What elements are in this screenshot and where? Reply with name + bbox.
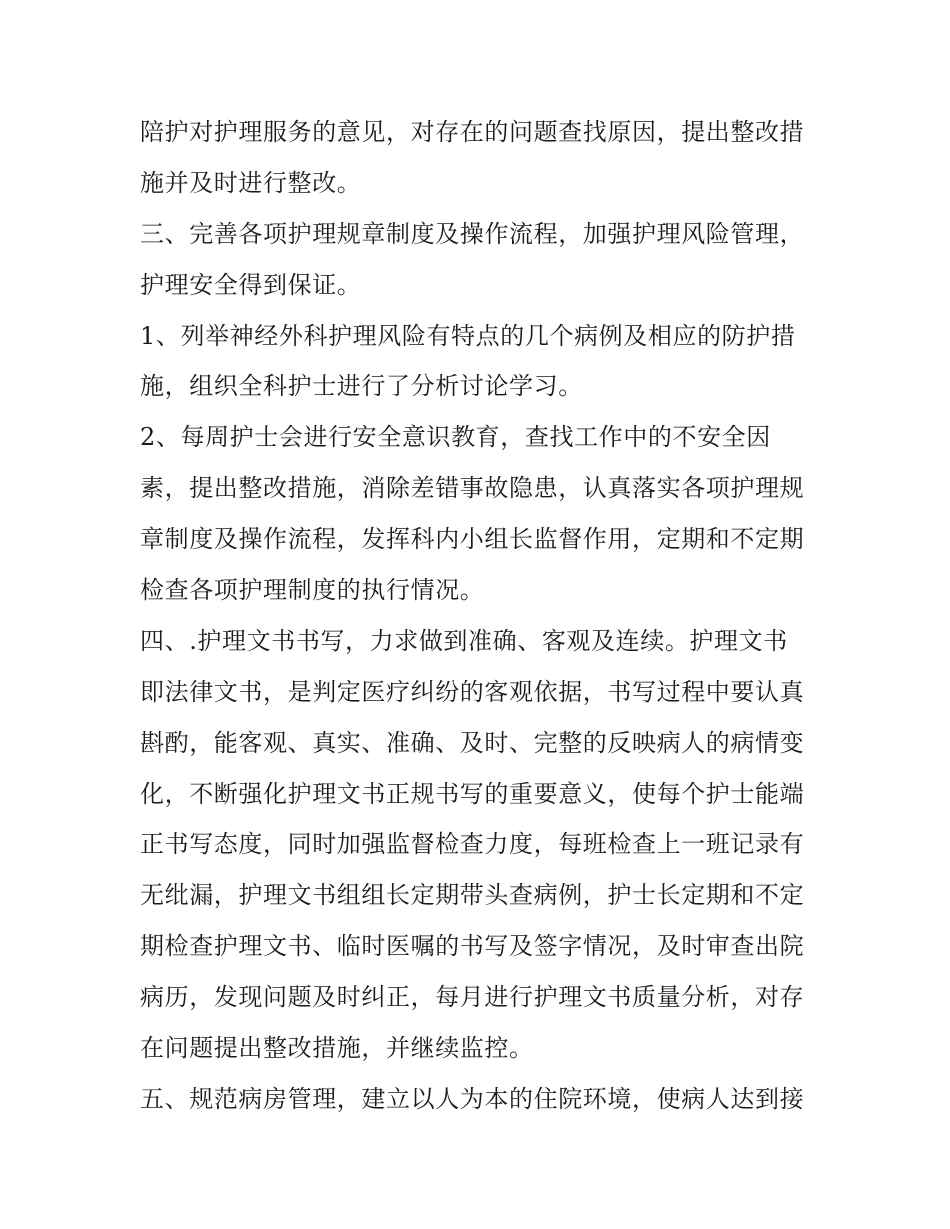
text-line: 在问题提出整改措施，并继续监控。 — [140, 1034, 534, 1063]
document-body — [140, 107, 820, 1125]
text-line: 化，不断强化护理文书正规书写的重要意义，使每个护士能端 — [140, 779, 805, 808]
text-line: 陪护对护理服务的意见，对存在的问题查找原因，提出整改措 — [140, 118, 805, 146]
text-line: 无纰漏，护理文书组组长定期带头查病例，护士长定期和不定 — [140, 881, 805, 910]
section-heading-4: 四、.护理文书书写，力求做到准确、客观及连续。护理文书 — [140, 626, 788, 655]
text-line: 施并及时进行整改。 — [140, 168, 362, 197]
section-heading-5: 五、规范病房管理，建立以人为本的住院环境，使病人达到接 — [140, 1084, 805, 1113]
text-line: 护理安全得到保证。 — [140, 270, 362, 299]
list-item-2: 2、每周护士会进行安全意识教育，查找工作中的不安全因 — [140, 423, 771, 452]
text-line: 素，提出整改措施，消除差错事故隐患，认真落实各项护理规 — [140, 474, 805, 503]
text-line: 斟酌，能客观、真实、准确、及时、完整的反映病人的病情变 — [140, 728, 805, 757]
text-line: 章制度及操作流程，发挥科内小组长监督作用，定期和不定期 — [140, 525, 805, 554]
text-line: 期检查护理文书、临时医嘱的书写及签字情况，及时审查出院 — [140, 932, 805, 961]
text-line: 病历，发现问题及时纠正，每月进行护理文书质量分析，对存 — [140, 983, 805, 1012]
text-line: 正书写态度，同时加强监督检查力度，每班检查上一班记录有 — [140, 830, 805, 859]
text-line: 检查各项护理制度的执行情况。 — [140, 576, 485, 605]
text-line: 即法律文书，是判定医疗纠纷的客观依据，书写过程中要认真 — [140, 677, 805, 706]
section-heading-3: 三、完善各项护理规章制度及操作流程，加强护理风险管理， — [140, 219, 805, 248]
list-item-1: 1、列举神经外科护理风险有特点的几个病例及相应的防护措 — [140, 321, 796, 350]
text-line: 施，组织全科护士进行了分析讨论学习。 — [140, 372, 583, 401]
